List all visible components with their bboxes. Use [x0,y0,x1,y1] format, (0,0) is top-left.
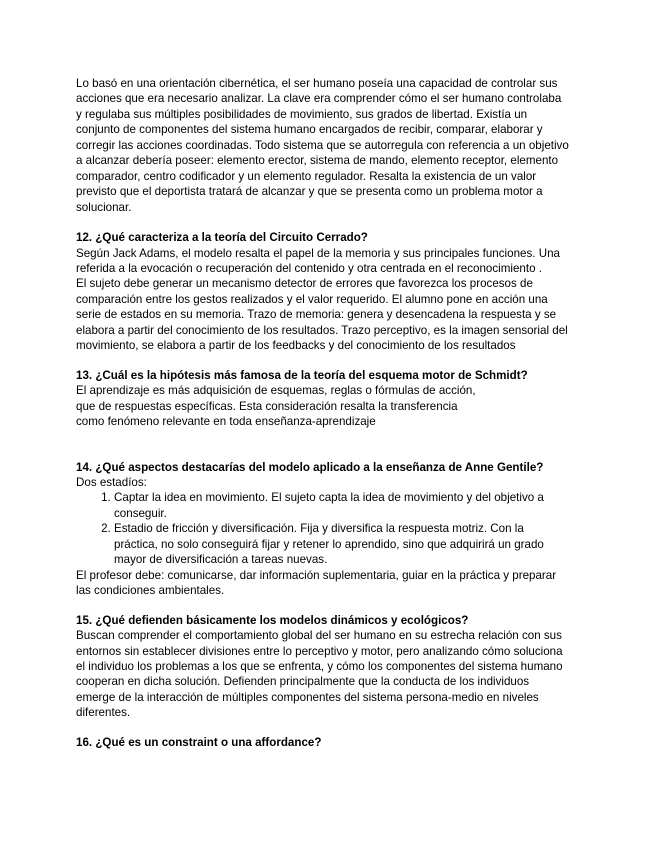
text-line: Buscan comprender el comportamiento global del ser humano en su estrecha relación con sus [76,629,562,643]
text-line: elabora a partir del conocimiento de los resultados. Trazo perceptivo, es la imagen sensorial del [76,323,568,337]
question-16-section [76,735,579,750]
stages-list [76,490,579,567]
question-12-heading: 12. ¿Qué caracteriza a la teoría del Circuito Cerrado? [76,231,368,245]
text-line: referida a la evocación o recuperación del contenido y otra centrada en el reconocimiento . [76,261,542,275]
text-line: corregir las acciones coordinadas. Todo sistema que se autorregula con referencia a un objetivo [76,138,569,152]
text-line: Lo basó en una orientación cibernética, el ser humano poseía una capacidad de controlar sus [76,77,558,90]
spacer [76,354,579,368]
text-line: Captar la idea en movimiento. El sujeto capta la idea de movimiento y del objetivo a [114,491,544,505]
question-12-answer [76,246,579,354]
question-13-section [76,368,579,430]
text-line: conjunto de componentes del sistema humano encargados de recibir, comparar, elaborar y [76,123,543,137]
text-line: conseguir. [114,506,167,520]
text-line: entornos sin establecer divisiones entre lo perceptivo y motor, pero analizando cómo soluciona [76,644,563,658]
spacer [76,721,579,735]
text-line: diferentes. [76,706,131,720]
text-line: acciones que era necesario analizar. La clave era comprender cómo el ser humano controlaba [76,92,562,106]
text-line: y regulaba sus múltiples posibilidades de movimiento, sus grados de libertad. Existía un [76,107,528,121]
question-15-section [76,613,579,721]
text-line: las condiciones ambientales. [76,584,225,598]
question-13-heading: 13. ¿Cuál es la hipótesis más famosa de la teoría del esquema motor de Schmidt? [76,368,528,382]
text-line: comparador, centro codificador y un elemento regulador. Resalta la existencia de un valor [76,169,537,183]
text-line: El aprendizaje es más adquisición de esquemas, reglas o fórmulas de acción, [76,384,476,398]
text-line: El profesor debe: comunicarse, dar información suplementaria, guiar en la práctica y preparar [76,568,557,582]
text-line: el individuo los problemas a los que se enfrenta, y cómo los componentes del sistema humano [76,659,563,673]
spacer [76,430,579,460]
spacer [76,599,579,613]
text-line: previsto que el deportista tratará de alcanzar y que se presenta como un problema motor a [76,185,543,199]
text-line: cooperan en dicha solución. Defienden principalmente que la conducta de los individuos [76,675,530,689]
question-14-outro [76,568,579,599]
text-line: Según Jack Adams, el modelo resalta el papel de la memoria y sus principales funciones. Una [76,246,560,260]
question-13-answer [76,383,579,429]
question-14-heading: 14. ¿Qué aspectos destacarías del modelo aplicado a la enseñanza de Anne Gentile? [76,460,544,474]
text-line: práctica, no solo conseguirá fijar y retener lo aprendido, sino que adquirirá un grado [114,537,544,551]
intro-section [76,76,579,215]
list-item [114,490,579,521]
text-line: que de respuestas específicas. Esta consideración resalta la transferencia [76,399,458,413]
question-16-heading: 16. ¿Qué es un constraint o una affordance? [76,735,322,749]
question-14-intro: Dos estadíos: [76,475,147,489]
text-line: emerge de la interacción de múltiples componentes del sistema persona-medio en niveles [76,690,539,704]
question-14-section [76,460,579,599]
spacer [76,215,579,230]
question-12-section [76,230,579,354]
text-line: mayor de diversificación a tareas nuevas. [114,553,328,567]
text-line: a alcanzar debería poseer: elemento erector, sistema de mando, elemento receptor, elemento [76,154,559,168]
list-item [114,521,579,567]
text-line: como fenómeno relevante en toda enseñanza-aprendizaje [76,415,376,429]
text-line: solucionar. [76,200,132,214]
question-15-heading: 15. ¿Qué defienden básicamente los modelos dinámicos y ecológicos? [76,613,469,627]
text-line: serie de estados en su memoria. Trazo de memoria: genera y desencadena la respuesta y se [76,308,557,322]
text-line: Estadio de fricción y diversificación. Fija y diversifica la respuesta motriz. Con la [114,522,524,536]
intro-paragraph [76,76,579,215]
text-line: movimiento, se elabora a partir de los feedbacks y del conocimiento de los resultados [76,339,516,353]
text-line: comparación entre los gestos realizados y el valor requerido. El alumno pone en acción una [76,292,548,306]
text-line: El sujeto debe generar un mecanismo detector de errores que favorezca los procesos de [76,277,533,291]
question-15-answer [76,628,579,721]
